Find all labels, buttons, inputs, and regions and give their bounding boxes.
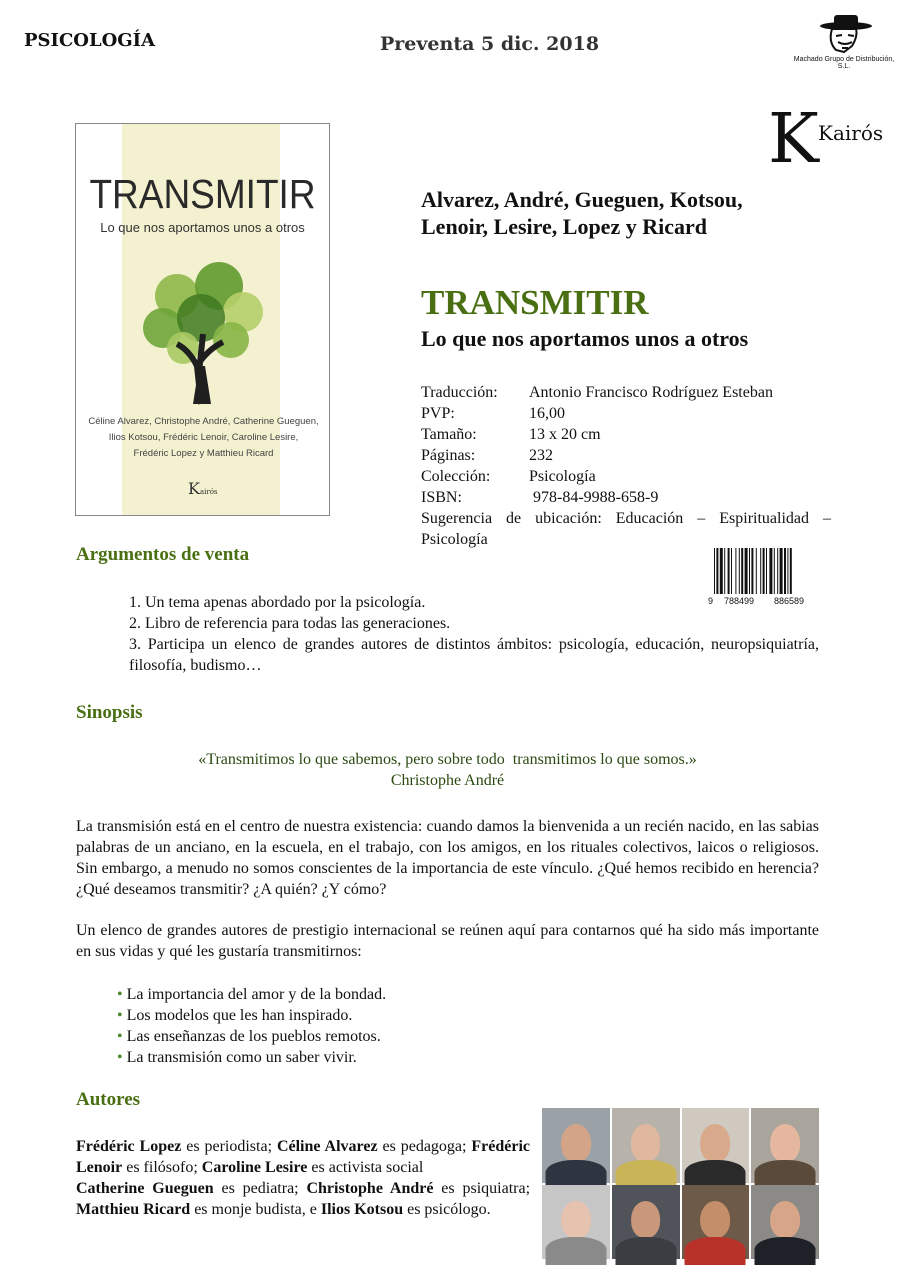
author-name: Christophe André [306, 1180, 434, 1197]
detail-value: 16,00 [529, 405, 565, 422]
barcode-bar [790, 548, 792, 594]
barcode-bar [720, 548, 723, 594]
detail-row [421, 382, 831, 403]
barcode-bar [777, 548, 778, 594]
barcode-bar [714, 548, 715, 594]
author-name: Caroline Lesire [201, 1159, 308, 1176]
author-photo [682, 1185, 750, 1260]
barcode-bar [724, 548, 725, 594]
barcode-bar [735, 548, 736, 594]
barcode-bar [787, 548, 788, 594]
book-cover [75, 123, 330, 516]
authors-heading: Autores [76, 1089, 141, 1110]
cover-authors [80, 414, 327, 462]
detail-label: ISBN: [421, 489, 462, 506]
author-role: es activista social [307, 1159, 424, 1176]
arguments-list [129, 592, 819, 676]
bullet-text: La transmisión como un saber vivir. [126, 1049, 357, 1066]
detail-row [421, 403, 831, 424]
presale-date: Preventa 5 dic. 2018 [380, 33, 600, 55]
barcode-bar [731, 548, 732, 594]
book-subtitle: Lo que nos aportamos unos a otros [421, 326, 749, 351]
author-name: Frédéric Lopez [76, 1138, 182, 1155]
barcode-bar [739, 548, 740, 594]
author-photo [751, 1185, 819, 1260]
cover-subtitle: Lo que nos aportamos unos a otros [100, 220, 305, 235]
tree-fingerprint-icon [131, 254, 276, 404]
barcode-bar [769, 548, 772, 594]
barcode-digits-mid: 788499 [724, 596, 755, 606]
barcode-bar [741, 548, 743, 594]
bullet-icon: • [117, 1028, 123, 1045]
author-role: es psicólogo. [403, 1201, 491, 1218]
author-photo [542, 1108, 610, 1183]
svg-text:K: K [768, 100, 819, 179]
distributor-name: Machado Grupo de Distribución, S.L. [793, 56, 895, 70]
list-item [117, 1047, 386, 1068]
list-item [117, 1005, 386, 1026]
author-role: es monje budista, e [190, 1201, 321, 1218]
author-name: Catherine Gueguen [76, 1180, 214, 1197]
barcode-bar [774, 548, 775, 594]
detail-value: 232 [529, 447, 553, 464]
detail-value: 13 x 20 cm [529, 426, 601, 443]
detail-label: PVP: [421, 405, 455, 422]
author-name: Ilios Kotsou [320, 1201, 404, 1218]
arguments-heading: Argumentos de venta [76, 544, 250, 565]
author-photo [612, 1108, 680, 1183]
author-photo [682, 1108, 750, 1183]
barcode-bar [780, 548, 783, 594]
book-authors-line: Alvarez, André, Gueguen, Kotsou, [421, 187, 743, 212]
kairos-logo-text: Kairós [818, 121, 884, 145]
barcode-bar [766, 548, 767, 594]
bullet-text: Los modelos que les han inspirado. [126, 1007, 353, 1024]
authors-bio [76, 1136, 530, 1220]
book-details [421, 382, 831, 550]
barcode-digits-right: 886589 [774, 596, 805, 606]
list-item: 2. Libro de referencia para todas las generaciones. [129, 615, 451, 632]
author-photo [612, 1185, 680, 1260]
bullet-icon: • [117, 1049, 123, 1066]
quote-text: «Transmitimos lo que sabemos, pero sobre todo transmitimos lo que somos.» [198, 751, 697, 768]
author-name: Frédéric Lenoir [76, 1138, 531, 1176]
book-authors [421, 186, 841, 240]
barcode-bar [716, 548, 718, 594]
authors-photo-grid [542, 1108, 819, 1259]
list-item: 3. Participa un elenco de grandes autores de distintos ámbitos: psicología, educación, neuropsiquiatría, filosofía, budismo… [129, 636, 819, 674]
barcode-bar [760, 548, 761, 594]
book-title: TRANSMITIR [421, 283, 649, 322]
list-item: 1. Un tema apenas abordado por la psicología. [129, 594, 426, 611]
detail-row [421, 487, 831, 508]
bullet-icon: • [117, 986, 123, 1003]
detail-value: Antonio Francisco Rodríguez Esteban [529, 384, 773, 401]
detail-row [421, 466, 831, 487]
detail-label: Colección: [421, 468, 491, 485]
cover-logo-k: K [188, 479, 200, 498]
barcode-bar [763, 548, 765, 594]
detail-label: Traducción: [421, 384, 498, 401]
kairos-logo [768, 100, 884, 179]
author-role: es periodista; [181, 1138, 277, 1155]
book-authors-line: Lenoir, Lesire, Lopez y Ricard [421, 214, 707, 239]
cover-authors-line: Céline Alvarez, Christophe André, Catherine Gueguen, [88, 416, 319, 427]
cover-authors-line: Ilios Kotsou, Frédéric Lenoir, Caroline Lesire, [108, 432, 299, 443]
barcode-bar [756, 548, 757, 594]
cover-authors-line: Frédéric Lopez y Matthieu Ricard [133, 448, 274, 459]
list-item [117, 984, 386, 1005]
author-photo [542, 1185, 610, 1260]
author-name: Céline Alvarez [276, 1138, 378, 1155]
synopsis-heading: Sinopsis [76, 702, 143, 723]
bullet-text: La importancia del amor y de la bondad. [126, 986, 387, 1003]
detail-label: Tamaño: [421, 426, 477, 443]
quote-author: Christophe André [390, 772, 505, 789]
bullet-icon: • [117, 1007, 123, 1024]
author-photo [751, 1108, 819, 1183]
author-name: Matthieu Ricard [76, 1201, 191, 1218]
list-item [117, 1026, 386, 1047]
author-role: es pedagoga; [377, 1138, 472, 1155]
category-label: PSICOLOGÍA [24, 30, 156, 51]
synopsis-paragraph: La transmisión está en el centro de nuestra existencia: cuando damos la bienvenida a un recién nacido, en las sabias palabras de un anciano, en la escuela, en el trabajo, con los amigos, en los rituales colectivos, laicos o religiosos. Sin embargo, a menudo no somos conscientes de la importancia de este vínculo. ¿Qué hemos recibido en herencia? ¿Qué deseamos transmitir? ¿A quién? ¿Y cómo? [76, 818, 819, 898]
barcode-bar [751, 548, 753, 594]
barcode-bar [749, 548, 750, 594]
detail-row [421, 424, 831, 445]
author-role: es psiquiatra; [433, 1180, 531, 1197]
detail-value: 978-84-9988-658-9 [529, 489, 659, 506]
author-role: es filósofo; [122, 1159, 202, 1176]
synopsis-bullets [117, 984, 386, 1068]
cover-logo [188, 479, 218, 498]
synopsis-paragraph: Un elenco de grandes autores de prestigio internacional se reúnen aquí para contarnos qué ha sido más importante en sus vidas y qué les gustaría transmitirnos: [76, 922, 819, 960]
cover-title: TRANSMITIR [89, 171, 316, 217]
barcode-bar [728, 548, 730, 594]
barcode-digit-left: 9 [708, 596, 714, 606]
detail-row [421, 445, 831, 466]
bullet-text: Las enseñanzas de los pueblos remotos. [126, 1028, 381, 1045]
barcode-bar [745, 548, 748, 594]
location-suggestion: Sugerencia de ubicación: Educación – Espiritualidad – Psicología [421, 510, 831, 548]
detail-label: Páginas: [421, 447, 476, 464]
cover-logo-small: airós [199, 488, 218, 496]
author-role: es pediatra; [213, 1180, 307, 1197]
synopsis-quote [76, 749, 819, 791]
detail-value: Psicología [529, 468, 596, 485]
barcode-bar [784, 548, 786, 594]
